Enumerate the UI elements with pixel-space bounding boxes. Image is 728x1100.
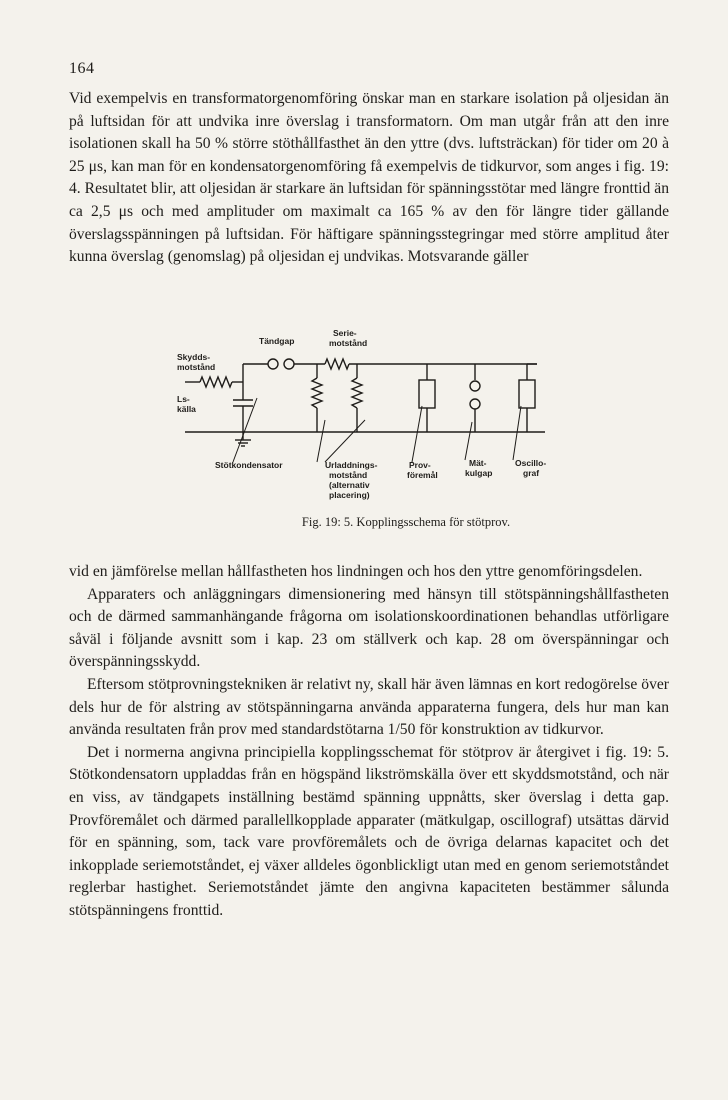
circuit-diagram-svg bbox=[175, 322, 565, 512]
label-urladdning-2: motstånd bbox=[329, 470, 368, 480]
label-skydds-2: motstånd bbox=[177, 362, 216, 372]
label-urladdning-4: placering) bbox=[329, 490, 370, 500]
figure-caption bbox=[0, 515, 728, 530]
body-text-bottom bbox=[69, 561, 669, 923]
oscillograph-box bbox=[519, 380, 535, 408]
label-skydds: Skydds- bbox=[177, 352, 211, 362]
leader-line bbox=[325, 420, 365, 462]
label-serie-2: motstånd bbox=[329, 338, 368, 348]
discharge-resistor bbox=[312, 378, 322, 408]
paragraph: Apparaters och anläggningars dimensionering med hänsyn till stötspänningshållfastheten och de därmed sammanhängande frågorna om isolationskoordinationen behandlas utförligare såväl i följande avsnitt som i kap. 23 om ställverk och kap. 28 om överspänningar och överspänningsskydd. bbox=[69, 585, 669, 671]
measuring-sphere bbox=[470, 399, 480, 409]
label-ls-2: källa bbox=[177, 404, 196, 414]
label-ls: Ls- bbox=[177, 394, 190, 404]
test-object-box bbox=[419, 380, 435, 408]
spark-gap-sphere bbox=[284, 359, 294, 369]
page-number: 164 bbox=[69, 60, 95, 77]
label-urladdning: Urladdnings- bbox=[325, 460, 378, 470]
paragraph: Vid exempelvis en transformatorgenomföring önskar man en starkare isolation på oljesidan än på luftsidan för att undvika inre överslag i transformatorn. Om man utgår från att den inre isolationen skall ha 50 % större stöthållfasthet än den yttre (dvs. luftsträckan) för tider om 20 à 25 μs, kan man för en kondensatorgenomföring få exempelvis de tidkurvor, som anges i fig. 19: 4. Resultatet blir, att oljesidan är starkare än luftsidan för spänningsstötar med längre fronttid än ca 2,5 μs och med amplituder om maximalt ca 165 % av den för längre tider gällande överslagsspänningen på luftsidan. För häftigare spänningsstegringar med större amplitud åter kunna överslag (genomslag) på oljesidan ej undvikas. Motsvarande gäller bbox=[69, 90, 669, 266]
label-serie: Serie- bbox=[333, 328, 357, 338]
paragraph: Eftersom stötprovningstekniken är relativt ny, skall här även lämnas en kort redogörelse över dels hur de för alstring av stötspänningarna använda apparaterna fungera, dels hur man kan använda resultaten från prov med standardstötarna 1/50 för konstruktion av tidkurvor. bbox=[69, 675, 669, 739]
leader-line bbox=[465, 422, 472, 460]
label-oscillo: Oscillo- bbox=[515, 458, 547, 468]
leader-line bbox=[317, 420, 325, 462]
measuring-sphere bbox=[470, 381, 480, 391]
figure-caption-text: Fig. 19: 5. Kopplingsschema för stötprov. bbox=[301, 515, 511, 529]
label-oscillo-2: graf bbox=[523, 468, 540, 478]
paragraph: Det i normerna angivna principiella kopplingsschemat för stötprov är återgivet i fig. 19: 5. Stötkondensatorn uppladdas från en högspänd likströmskälla över ett skyddsmotstånd, och när en viss, av tändgapets inställning bestämd spänning uppnåtts, sker överslag i detta gap. Provföremålet och därmed parallellkopplade apparater (mätkulgap, oscillograf) utsättas därvid för en spänning, som, tack vare provföremålets och de övriga delarnas kapacitet och det inkopplade seriemotståndet, ej växer alldeles ögonblickligt utan med en genom seriemotståndet reglerbar hastighet. Seriemotståndet jämte den angivna kapaciteten bestämmer sålunda stötspänningens fronttid. bbox=[69, 743, 669, 919]
label-mat: Mät- bbox=[469, 458, 487, 468]
leader-line bbox=[513, 406, 521, 460]
series-resistor bbox=[325, 359, 349, 369]
protective-resistor bbox=[200, 377, 232, 387]
discharge-resistor-alt bbox=[352, 378, 362, 408]
leader-line bbox=[412, 406, 422, 462]
label-urladdning-3: (alternativ bbox=[329, 480, 370, 490]
label-prov: Prov- bbox=[409, 460, 431, 470]
spark-gap-sphere bbox=[268, 359, 278, 369]
label-tandgap: Tändgap bbox=[259, 336, 295, 346]
paragraph: vid en jämförelse mellan hållfastheten hos lindningen och hos den yttre genomföringsdelen. bbox=[69, 563, 643, 580]
label-stotkondensator: Stötkondensator bbox=[215, 460, 283, 470]
label-mat-2: kulgap bbox=[465, 468, 493, 478]
body-text-top bbox=[69, 88, 669, 269]
leader-line bbox=[233, 398, 257, 462]
label-prov-2: föremål bbox=[407, 470, 438, 480]
circuit-diagram bbox=[175, 322, 565, 512]
